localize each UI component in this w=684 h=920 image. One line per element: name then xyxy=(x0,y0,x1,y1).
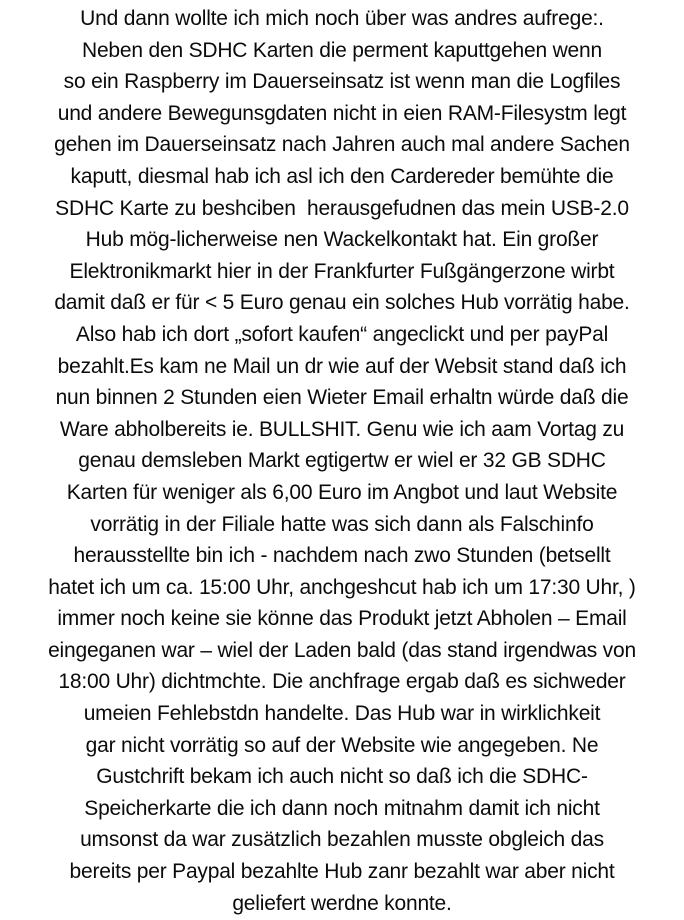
text-line: umsonst da war zusätzlich bezahlen musste obgleich das xyxy=(80,828,604,852)
text-line: nun binnen 2 Stunden eien Wieter Email erhaltn würde daß die xyxy=(55,386,629,410)
text-line: geliefert werdne konnte. xyxy=(232,891,452,915)
text-line: gehen im Dauerseinsatz nach Jahren auch mal andere Sachen xyxy=(54,133,630,157)
text-line: eingeganen war – wiel der Laden bald (das stand irgendwas von xyxy=(48,638,636,662)
text-line: Hub mög-licherweise nen Wackelkontakt hat. Ein großer xyxy=(85,228,599,252)
text-line: Karten für weniger als 6,00 Euro im Angbot und laut Website xyxy=(66,480,618,504)
text-line: damit daß er für < 5 Euro genau ein solches Hub vorrätig habe. xyxy=(54,291,630,315)
text-line: herausstellte bin ich - nachdem nach zwo Stunden (betsellt xyxy=(73,544,611,568)
text-line: vorrätig in der Filiale hatte was sich dann als Falschinfo xyxy=(90,512,594,536)
text-line: Speicherkarte die ich dann noch mitnahm damit ich nicht xyxy=(84,796,600,820)
text-line: Und dann wollte ich mich noch über was andres aufrege:. xyxy=(80,7,604,30)
text-line: Neben den SDHC Karten die perment kaputtgehen wenn xyxy=(81,38,602,62)
text-line: immer noch keine sie könne das Produkt jetzt Abholen – Email xyxy=(57,607,627,631)
text-line: 18:00 Uhr) dichtmchte. Die anchfrage ergab daß es sichweder xyxy=(58,670,626,694)
text-line: SDHC Karte zu beshciben herausgefudnen das mein USB-2.0 xyxy=(55,196,629,220)
text-line: Ware abholbereits ie. BULLSHIT. Genu wie ich aam Vortag zu xyxy=(59,417,625,441)
text-line: kaputt, diesmal hab ich asl ich den Cardereder bemühte die xyxy=(70,164,614,188)
text-line: hatet ich um ca. 15:00 Uhr, anchgeshcut hab ich um 17:30 Uhr, ) xyxy=(48,575,636,599)
text-line: so ein Raspberry im Dauerseinsatz ist wenn man die Logfiles xyxy=(63,70,621,94)
text-line: Also hab ich dort „sofort kaufen“ angeclickt und per payPal xyxy=(75,322,609,346)
text-line: bezahlt.Es kam ne Mail un dr wie auf der Websit stand daß ich xyxy=(57,354,627,378)
text-line: Elektronikmarkt hier in der Frankfurter Fußgängerzone wirbt xyxy=(69,259,615,283)
text-line: und andere Bewegunsgdaten nicht in eien RAM-Filesystm legt xyxy=(57,101,627,125)
text-line: genau demsleben Markt egtigertw er wiel er 32 GB SDHC xyxy=(78,449,606,473)
text-line: gar nicht vorrätig so auf der Website wie angegeben. Ne xyxy=(85,733,599,757)
text-line: bereits per Paypal bezahlte Hub zanr bezahlt war aber nicht xyxy=(69,860,615,884)
text-line: umeien Fehlebstdn handelte. Das Hub war in wirklichkeit xyxy=(83,702,601,726)
text-line: Gustchrift bekam ich auch nicht so daß ich die SDHC- xyxy=(96,765,588,789)
